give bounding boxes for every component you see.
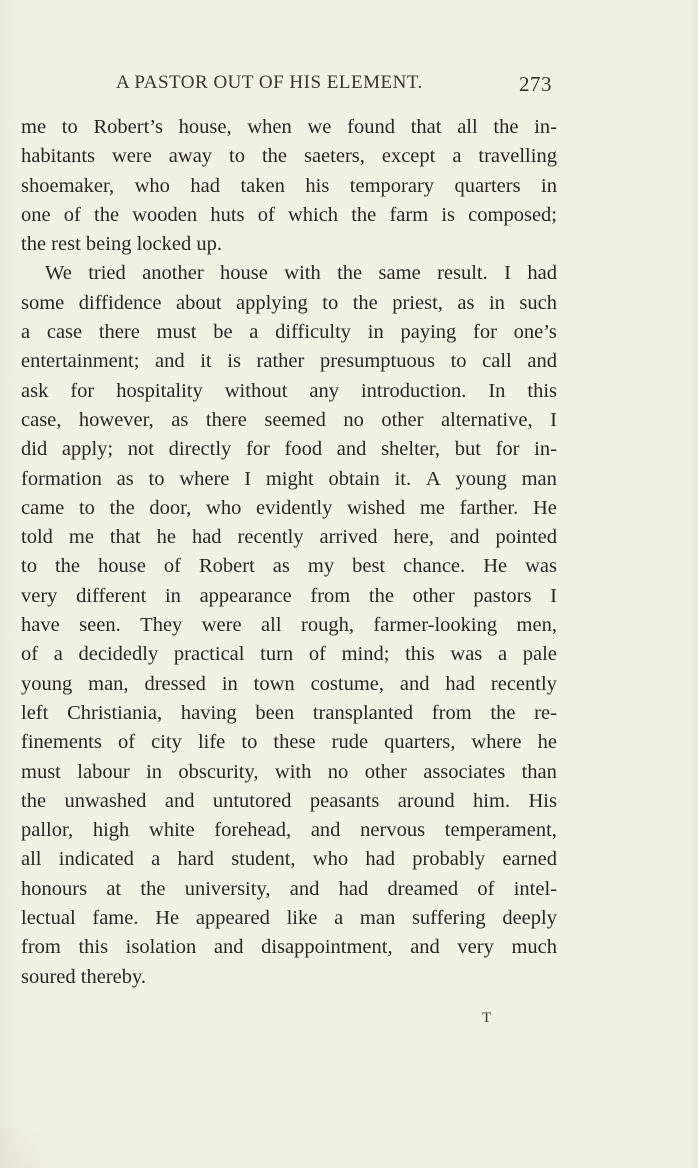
text-line: pallor, high white forehead, and nervous temperament, <box>21 819 557 842</box>
text-line: have seen. They were all rough, farmer-looking men, <box>21 614 557 637</box>
running-title: A PASTOR OUT OF HIS ELEMENT. <box>116 72 423 93</box>
text-line: a case there must be a difficulty in paying for one’s <box>21 321 557 344</box>
text-line: soured thereby. <box>21 965 147 988</box>
text-line: ask for hospitality without any introduction. In this <box>21 379 557 402</box>
text-line: of a decidedly practical turn of mind; this was a pale <box>21 643 557 666</box>
text-line: young man, dressed in town costume, and had recently <box>21 672 557 695</box>
text-line: formation as to where I might obtain it. A young man <box>21 467 557 490</box>
text-line: case, however, as there seemed no other alternative, I <box>21 408 557 431</box>
text-line: honours at the university, and had dreamed of intel- <box>21 877 557 900</box>
text-line: habitants were away to the saeters, except a travelling <box>21 145 557 168</box>
text-line: very different in appearance from the other pastors I <box>21 584 557 607</box>
text-line: came to the door, who evidently wished me farther. He <box>21 496 557 519</box>
body-text <box>21 113 557 992</box>
running-head <box>70 66 552 106</box>
text-line: lectual fame. He appeared like a man suffering deeply <box>21 907 557 930</box>
page-number: 273 <box>519 72 552 96</box>
text-line: the rest being locked up. <box>21 233 222 256</box>
page-shadow <box>0 1128 40 1168</box>
text-line: to the house of Robert as my best chance. He was <box>21 555 557 578</box>
text-line: shoemaker, who had taken his temporary quarters in <box>21 174 557 197</box>
text-line: left Christiania, having been transplanted from the re- <box>21 701 557 724</box>
text-line: the unwashed and untutored peasants around him. His <box>21 789 557 812</box>
text-line: must labour in obscurity, with no other associates than <box>21 760 557 783</box>
text-line: one of the wooden huts of which the farm is composed; <box>21 203 557 226</box>
text-line: finements of city life to these rude quarters, where he <box>21 731 557 754</box>
text-line: from this isolation and disappointment, and very much <box>21 936 557 959</box>
text-line: We tried another house with the same result. I had <box>45 262 557 285</box>
text-line: entertainment; and it is rather presumptuous to call and <box>21 350 557 373</box>
text-line: me to Robert’s house, when we found that all the in- <box>21 116 557 138</box>
text-line: did apply; not directly for food and shelter, but for in- <box>21 438 557 461</box>
text-line: told me that he had recently arrived here, and pointed <box>21 526 557 549</box>
text-line: some diffidence about applying to the priest, as in such <box>21 291 557 314</box>
signature-mark: T <box>482 1010 492 1026</box>
text-line: all indicated a hard student, who had probably earned <box>21 848 557 871</box>
